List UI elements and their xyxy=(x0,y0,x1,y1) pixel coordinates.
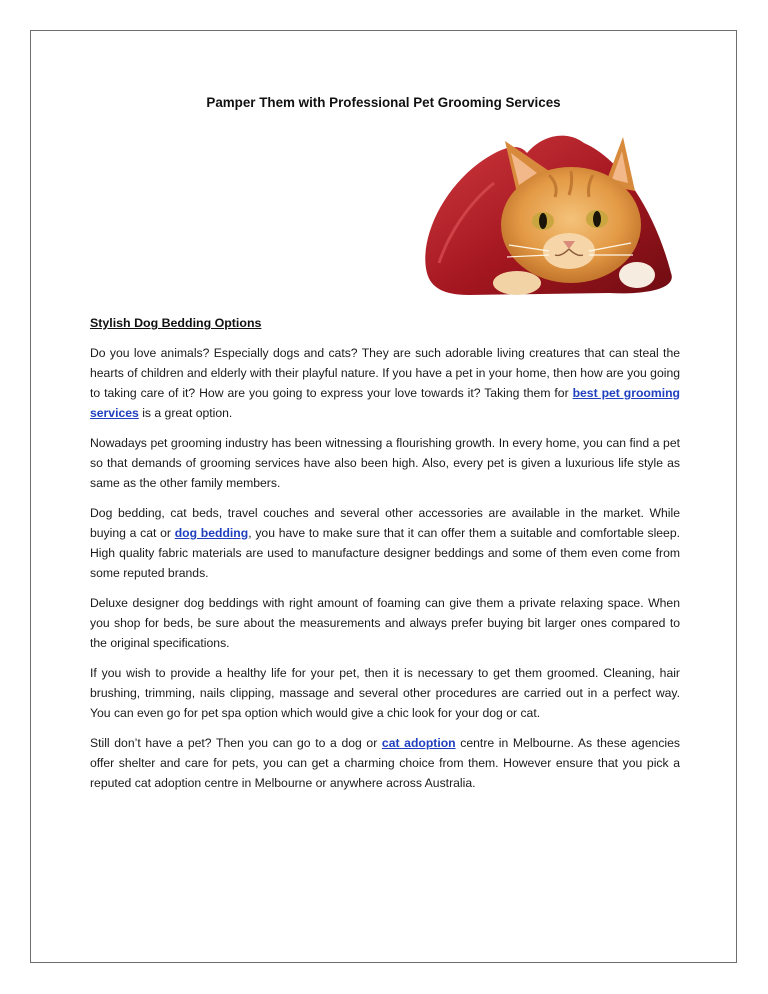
paragraph-text: Still don’t have a pet? Then you can go to a dog or xyxy=(90,736,382,750)
article-body xyxy=(90,316,680,803)
section-heading: Stylish Dog Bedding Options xyxy=(90,316,262,330)
page-title: Pamper Them with Professional Pet Grooming Services xyxy=(206,95,561,110)
paragraph xyxy=(90,663,680,723)
document-page xyxy=(30,30,737,963)
paragraph-text: Dog bedding, cat beds, travel couches and several other accessories are available in the market. While buying a cat or xyxy=(90,506,680,540)
paragraph-text: is a great option. xyxy=(138,406,233,420)
paragraph-text: Nowadays pet grooming industry has been witnessing a flourishing growth. In every home, you can find a pet so that demands of grooming services have also been high. Also, every pet is given a luxurious life style as same as the other family members. xyxy=(90,436,680,490)
cat-adoption-link[interactable]: cat adoption xyxy=(381,736,456,750)
paragraph xyxy=(90,433,680,493)
paragraph-text: Do you love animals? Especially dogs and cats? They are such adorable living creatures that can steal the hearts of children and elderly with their playful nature. If you have a pet in your home, then how are you going to taking care of it? How are you going to express your love towards it? Taking them for xyxy=(90,346,680,400)
paragraph-text: Deluxe designer dog beddings with right amount of foaming can give them a private relaxing space. When you shop for beds, be sure about the measurements and always prefer buying bit larger ones compared to the original specifications. xyxy=(90,596,680,650)
paragraph-text: centre in Melbourne. As these agencies offer shelter and care for pets, you can get a charming choice from them. However ensure that you pick a reputed cat adoption centre in Melbourne or anywhere across Australia. xyxy=(90,736,680,790)
best-pet-grooming-link[interactable]: best pet grooming services xyxy=(90,386,680,420)
paragraph xyxy=(90,733,680,793)
paragraph-text: , you have to make sure that it can offer them a suitable and comfortable sleep. High quality fabric materials are used to manufacture designer beddings and some of them even come from some reputed brands. xyxy=(90,526,680,580)
paragraph xyxy=(90,593,680,653)
paragraph xyxy=(90,343,680,423)
dog-bedding-link[interactable]: dog bedding xyxy=(174,526,249,540)
paragraph xyxy=(90,503,680,583)
paragraph-text: If you wish to provide a healthy life for your pet, then it is necessary to get them groomed. Cleaning, hair brushing, trimming, nails clipping, massage and several other procedures are carried out in a perfect way. You can even go for pet spa option which would give a chic look for your dog or cat. xyxy=(90,666,680,720)
cat-in-towel-image xyxy=(409,123,677,299)
